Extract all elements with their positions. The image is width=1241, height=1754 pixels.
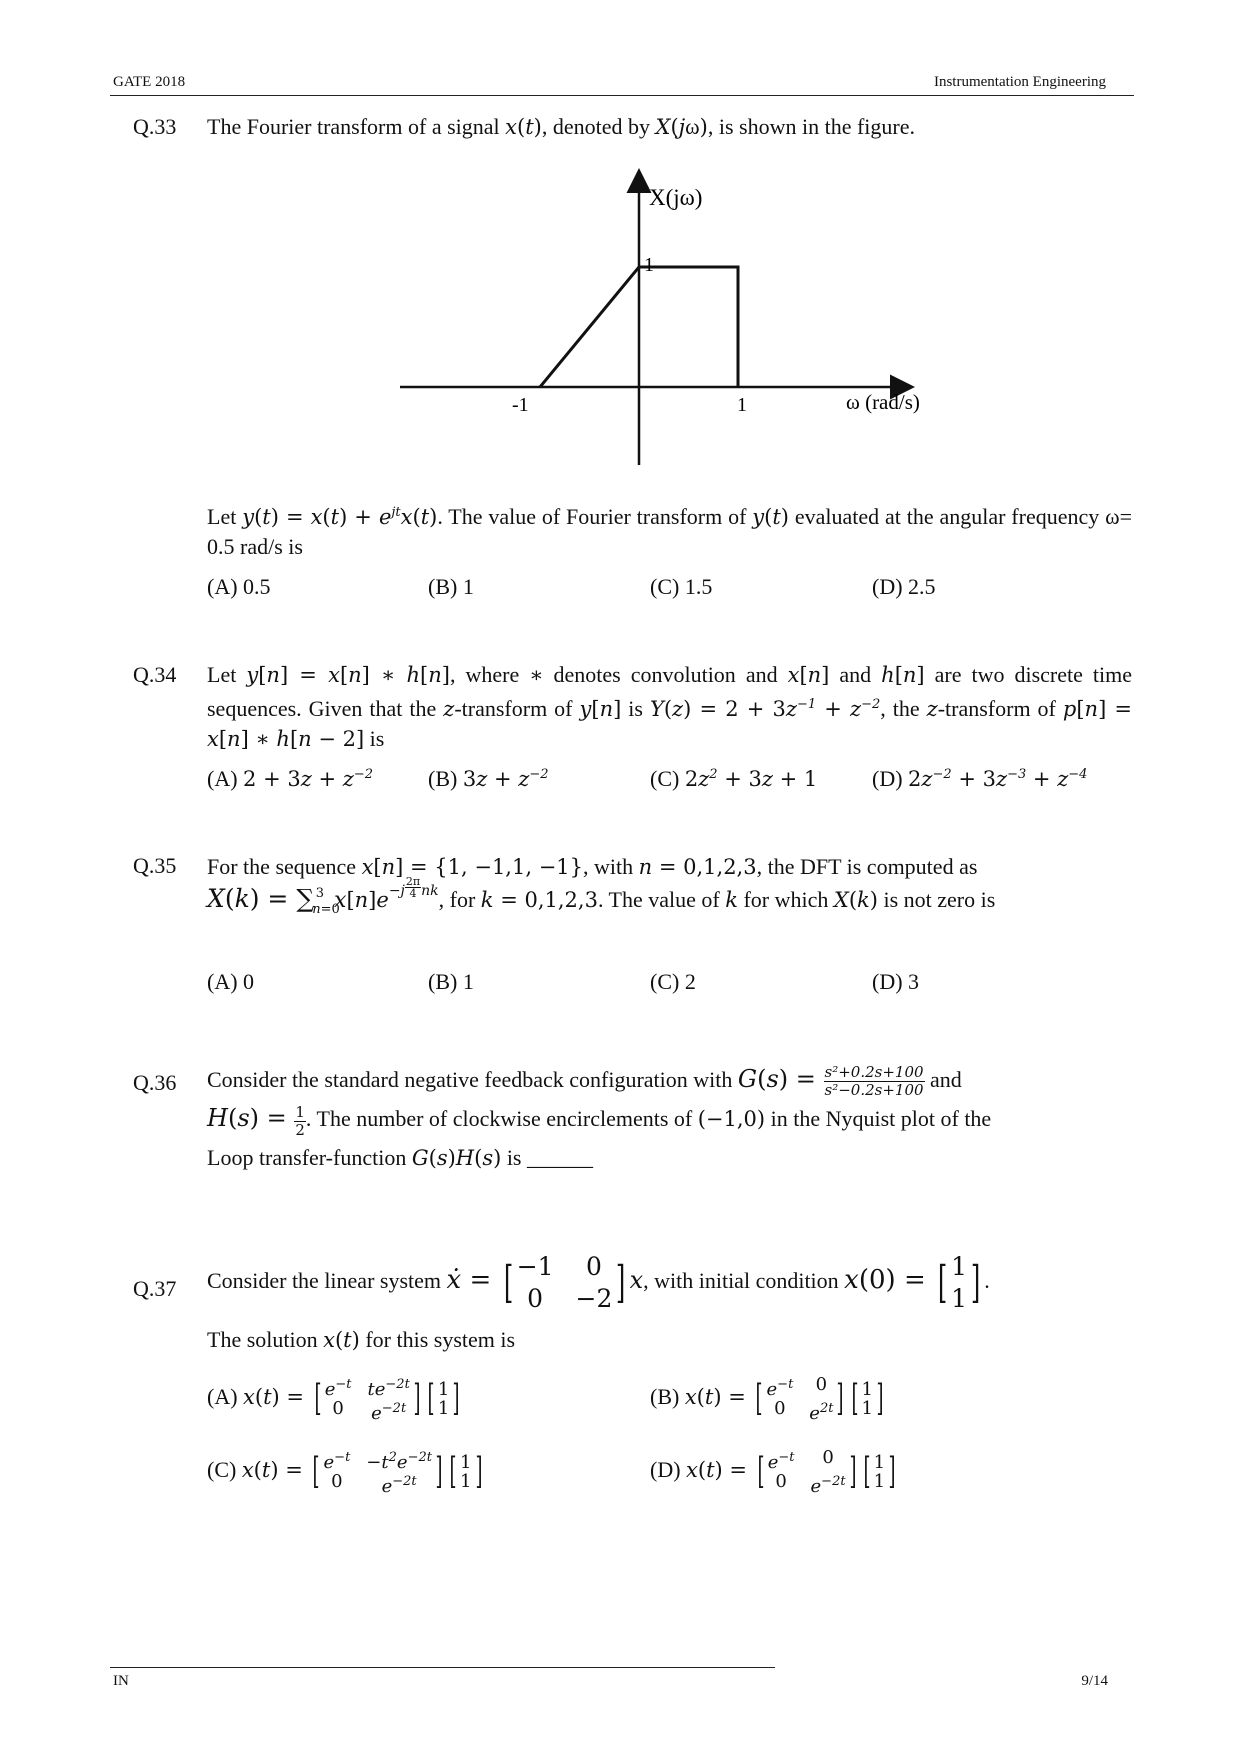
question-text: Let $y(t) = x(t) + e^{jt}x(t)$. The value of Fourier transform of y(t) evaluated at the angular frequency ω= 0.5 rad/s is — [207, 504, 1132, 559]
text: . The number of clockwise encirclements of — [305, 1106, 698, 1132]
option-label: (D) — [872, 766, 903, 791]
tick-level-1: 1 — [644, 254, 654, 276]
text: is — [364, 726, 385, 751]
text: in the Nyquist plot of the — [765, 1106, 992, 1132]
text: and — [924, 1067, 962, 1092]
option-b[interactable]: (B) 1 — [428, 969, 474, 994]
option-a[interactable]: (A) x(t) = [ $e^{-t}$ $te^{-2t}$ 0 $e^{-2t}$ ] [ 1 1 ] — [207, 1377, 460, 1424]
text: . The value of Fourier transform of — [437, 504, 753, 529]
stem-text: , denoted by — [541, 114, 656, 139]
numerator: s²+0.2s+100 — [824, 1063, 924, 1082]
option-label: (C) — [650, 766, 680, 791]
text: , where — [449, 662, 530, 687]
question-stem: The Fourier transform of a signal x(t), denoted by X(jω), is shown in the figure. — [207, 114, 916, 139]
text: Consider the linear system — [207, 1268, 447, 1294]
question-number: Q.33 — [133, 114, 177, 139]
text: -transform of — [454, 696, 580, 721]
option-label: (D) — [650, 1457, 681, 1483]
system-matrix: [ −1 0 0 −2 ] — [503, 1252, 626, 1313]
text: evaluated at the angular frequency ω= 0.5 rad/s is — [207, 504, 1132, 559]
text: -transform of — [937, 696, 1063, 721]
question-stem: Consider the linear system ẋ = [ −1 0 0 −2 ] x, with initial condition x(0) = [ 1 1 ] . — [207, 1252, 990, 1313]
option-c[interactable]: (C) x(t) = [ $e^{-t}$ $-t^2e^{-2t}$ 0 $e^{-2t}$ ] [ 1 1 ] — [207, 1450, 483, 1497]
option-c[interactable]: (C) 2 — [650, 969, 696, 994]
question-stem-line2: The solution x(t) for this system is — [207, 1327, 516, 1352]
option-d[interactable]: (D) $2z^{-2} + 3z^{-3} + z^{-4}$ — [872, 766, 1088, 791]
header-subject: Instrumentation Engineering — [933, 74, 1106, 90]
question-number: Q.35 — [133, 853, 177, 878]
text: Consider the standard negative feedback configuration with — [207, 1067, 738, 1092]
option-a[interactable]: (A) 0 — [207, 969, 255, 994]
text: Let — [207, 504, 243, 529]
text: , with — [583, 854, 639, 879]
denominator: s²−0.2s+100 — [824, 1081, 924, 1100]
footer-rule — [110, 1667, 775, 1668]
option-label: (A) — [207, 766, 238, 791]
text: For the sequence — [207, 854, 362, 879]
question-number: Q.37 — [133, 1276, 177, 1301]
fourier-transform-plot — [395, 165, 955, 475]
question-stem: Consider the standard negative feedback configuration with G(s) = $\frac{\text{s²+0.2s+100}}{\text{s²−0.2s+100}}$ and H(s) = $\frac{1}{2}$ . The number of clockwise encirclements of (−1,0) in the Nyquist plot of the Loop transfer-function G(s)H(s) is ______ — [207, 1063, 992, 1170]
text: , the — [880, 696, 927, 721]
option-label: (B) — [428, 766, 458, 791]
option-label: (B) — [650, 1384, 680, 1410]
option-b[interactable]: (B) 1 — [428, 574, 474, 599]
text: are two discrete time sequences. Given that the — [207, 662, 1132, 721]
question-stem: For the sequence x[n] = {1, −1,1, −1}, with n = 0,1,2,3, the DFT is computed as $X(k) = \sum_{n=0}^3$ $x[n]e^{-j}$ $\frac{2\pi}{4}$ $^{nk}$, for k = 0,1,2,3. The value of k for which X(k) is not zero is — [207, 854, 996, 917]
stem-text: The Fourier transform of a signal — [207, 114, 506, 139]
text: denotes convolution and — [543, 662, 788, 687]
text: , for — [438, 887, 481, 912]
option-b[interactable]: (B) $3z + z^{-2}$ — [428, 766, 549, 791]
text: is — [621, 696, 650, 721]
header-rule — [110, 95, 1134, 96]
header-exam: GATE 2018 — [113, 74, 186, 90]
option-d[interactable]: (D) 2.5 — [872, 574, 936, 599]
text: is not zero is — [877, 887, 996, 912]
text: Loop transfer-function — [207, 1144, 412, 1170]
footer-code: IN — [113, 1673, 129, 1689]
y-axis-label: X(jω) — [649, 185, 703, 210]
option-label: (A) — [207, 1384, 238, 1410]
question-number: Q.34 — [133, 662, 177, 687]
text: for this system is — [359, 1327, 516, 1352]
text: Let — [207, 662, 247, 687]
text: for which — [737, 887, 834, 912]
option-c[interactable]: (C) 1.5 — [650, 574, 713, 599]
x-axis-label: ω (rad/s) — [846, 390, 920, 414]
tick-neg-1: -1 — [512, 394, 529, 416]
option-c[interactable]: (C) $2z^2 + 3z + 1$ — [650, 766, 818, 791]
question-stem: Let y[n] = x[n] ∗ h[n], where ∗ denotes convolution and x[n] and h[n] are two discrete time sequences. Given that the z-transform of y[n] is $Y(z) = 2 + 3z^{-1} + z^{-2}$, the z-transform of p[n] = x[n] ∗ h[n − 2] is — [207, 662, 1133, 751]
text: The solution — [207, 1327, 324, 1352]
option-a[interactable]: (A) 0.5 — [207, 574, 271, 599]
text: is ______ — [501, 1144, 593, 1170]
text: and — [829, 662, 882, 687]
option-d[interactable]: (D) x(t) = [ $e^{-t}$ 0 0 $e^{-2t}$ ] [ 1 1 ] — [650, 1447, 896, 1497]
g-fraction — [824, 1064, 925, 1099]
page-number: 9/14 — [1081, 1673, 1108, 1689]
option-a[interactable]: (A) $2 + 3z + z^{-2}$ — [207, 766, 373, 791]
text: , the DFT is computed as — [756, 854, 978, 879]
option-label: (C) — [207, 1457, 237, 1483]
initial-vector: [ 1 1 ] — [937, 1252, 981, 1313]
text: . — [984, 1268, 990, 1294]
question-number: Q.36 — [133, 1070, 177, 1095]
text: . The value of — [597, 887, 726, 912]
option-d[interactable]: (D) 3 — [872, 969, 920, 994]
tick-pos-1: 1 — [737, 394, 747, 416]
option-b[interactable]: (B) x(t) = [ $e^{-t}$ 0 0 $e^{2t}$ ] [ 1 1 ] — [650, 1374, 884, 1424]
text: , with initial condition — [643, 1268, 845, 1294]
stem-text: , is shown in the figure. — [707, 114, 916, 139]
